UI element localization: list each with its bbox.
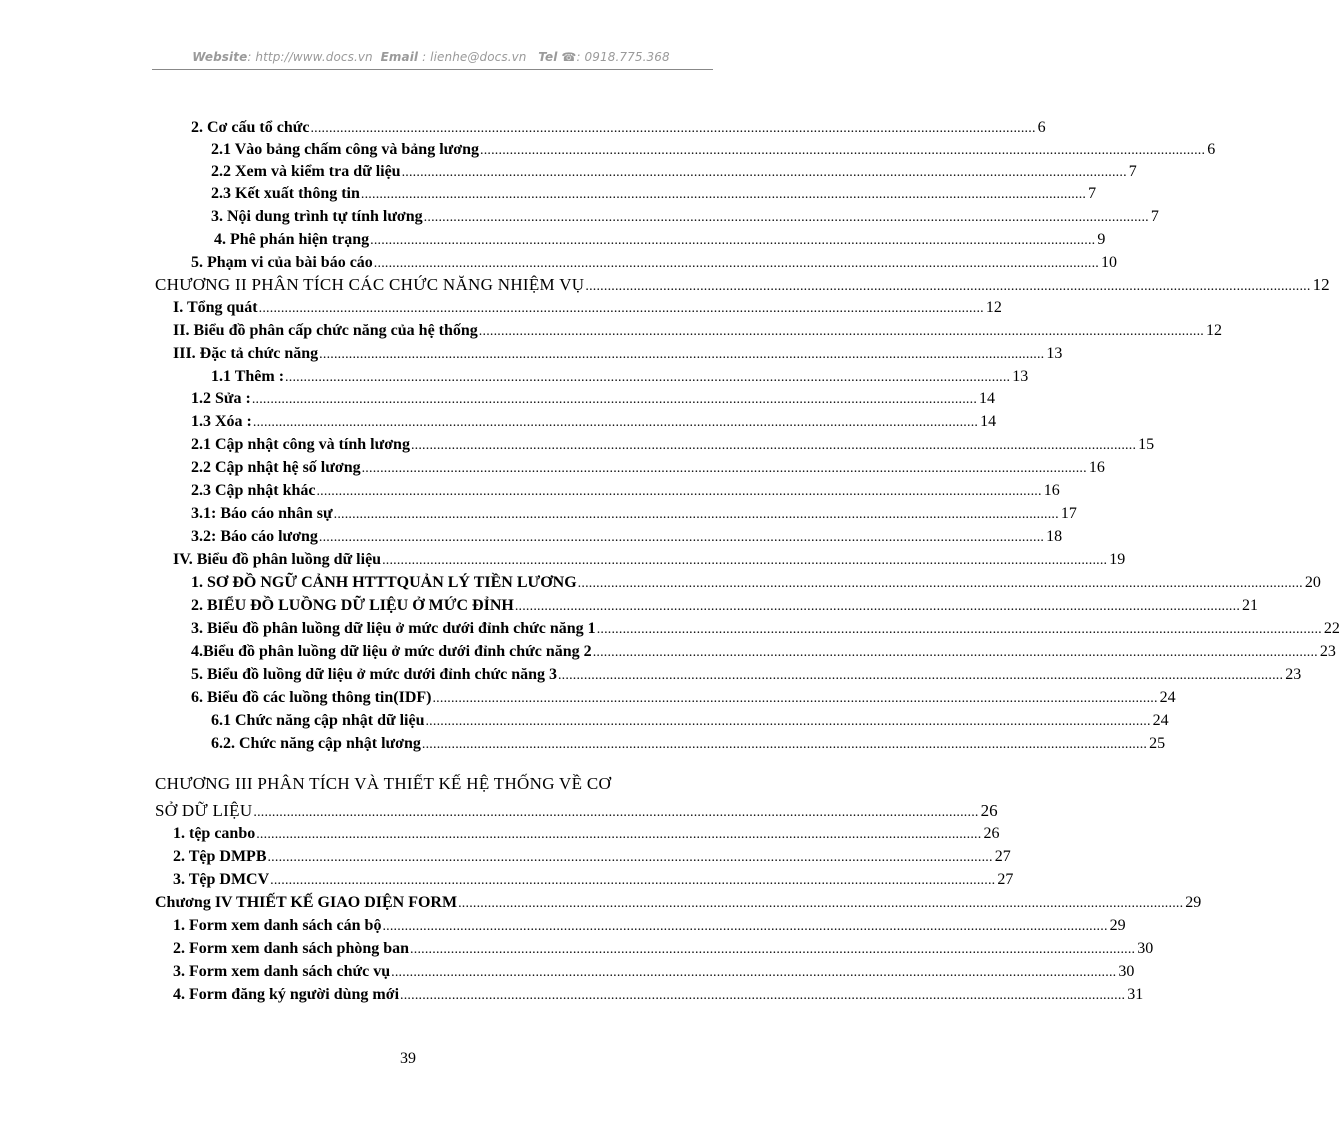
- toc-leader: ....................................................................................................................................................................................................: [401, 165, 1127, 180]
- toc-title: 1.2 Sửa :: [191, 390, 251, 407]
- toc-title: 3. Biểu đồ phân luồng dữ liệu ở mức dưới đỉnh chức năng 1: [191, 620, 596, 637]
- toc-leader: ....................................................................................................................................................................................................: [410, 942, 1136, 957]
- toc-entry[interactable]: [173, 984, 1144, 1006]
- toc-leader: ....................................................................................................................................................................................................: [382, 919, 1108, 934]
- website-value[interactable]: : http://www.docs.vn: [247, 50, 373, 64]
- toc-page: 6: [1037, 119, 1046, 136]
- toc-title: IV. Biểu đồ phân luồng dữ liệu: [173, 551, 382, 568]
- toc-title: III. Đặc tả chức năng: [173, 345, 319, 362]
- toc-entry[interactable]: [211, 139, 1216, 161]
- toc-entry[interactable]: [191, 252, 1117, 274]
- toc-title: 2. Tệp DMPB: [173, 848, 267, 865]
- toc-page: 7: [1128, 163, 1137, 180]
- toc-entry[interactable]: [191, 687, 1176, 709]
- toc-entry[interactable]: [191, 641, 1336, 663]
- toc-chapter-heading[interactable]: [155, 773, 710, 795]
- toc-entry[interactable]: [214, 229, 1106, 251]
- toc-leader: ....................................................................................................................................................................................................: [373, 256, 1099, 271]
- toc-page: 24: [1159, 689, 1176, 706]
- toc-title: CHƯƠNG III PHÂN TÍCH VÀ THIẾT KẾ HỆ THỐNG VỀ CƠ: [155, 774, 612, 793]
- toc-leader: ....................................................................................................................................................................................................: [458, 896, 1184, 911]
- toc-title: 4. Form đăng ký người dùng mới: [173, 986, 400, 1003]
- toc-page: 31: [1127, 986, 1144, 1003]
- toc-title: 1. Form xem danh sách cán bộ: [173, 917, 382, 934]
- email-value[interactable]: : lienhe@docs.vn: [422, 50, 527, 64]
- toc-page: 13: [1046, 345, 1063, 362]
- toc-entry[interactable]: [173, 915, 1126, 937]
- toc-leader: ....................................................................................................................................................................................................: [361, 461, 1087, 476]
- toc-leader: ....................................................................................................................................................................................................: [400, 988, 1126, 1003]
- toc-leader: ....................................................................................................................................................................................................: [256, 827, 982, 842]
- toc-leader: ....................................................................................................................................................................................................: [267, 850, 993, 865]
- toc-entry[interactable]: [191, 480, 1060, 502]
- toc-title: 1.1 Thêm :: [211, 368, 285, 385]
- toc-page: 25: [1149, 735, 1166, 752]
- toc-leader: ....................................................................................................................................................................................................: [370, 233, 1096, 248]
- toc-page: 12: [1206, 322, 1222, 339]
- toc-title: 5. Phạm vi của bài báo cáo: [191, 254, 373, 271]
- toc-title: 2.2 Xem và kiểm tra dữ liệu: [211, 163, 401, 180]
- toc-entry[interactable]: [191, 618, 1340, 640]
- toc-leader: ....................................................................................................................................................................................................: [592, 645, 1318, 660]
- toc-leader: ....................................................................................................................................................................................................: [423, 210, 1149, 225]
- toc-leader: ....................................................................................................................................................................................................: [316, 484, 1042, 499]
- toc-title: 1. SƠ ĐỒ NGỮ CẢNH HTTTQUẢN LÝ TIỀN LƯƠNG: [191, 574, 577, 591]
- toc-title: CHƯƠNG II PHÂN TÍCH CÁC CHỨC NĂNG NHIỆM VỤ: [155, 275, 585, 294]
- toc-page: 9: [1097, 231, 1106, 248]
- toc-leader: ....................................................................................................................................................................................................: [432, 691, 1158, 706]
- toc-page: 15: [1138, 436, 1155, 453]
- toc-page: 17: [1060, 505, 1077, 522]
- toc-leader: ....................................................................................................................................................................................................: [360, 187, 1087, 202]
- toc-entry[interactable]: [173, 938, 1154, 960]
- toc-entry[interactable]: [191, 457, 1105, 479]
- toc-page: 19: [1109, 551, 1126, 568]
- toc-entry[interactable]: [155, 892, 1202, 914]
- toc-title: 2. Cơ cấu tổ chức: [191, 119, 310, 136]
- tel-label: Tel: [538, 50, 558, 64]
- toc-title: 3. Form xem danh sách chức vụ: [173, 963, 391, 980]
- toc-entry[interactable]: [173, 297, 1002, 319]
- toc-entry[interactable]: [173, 846, 1011, 868]
- toc-title: 2.3 Kết xuất thông tin: [211, 185, 360, 202]
- toc-leader: ....................................................................................................................................................................................................: [596, 622, 1322, 637]
- toc-entry[interactable]: [191, 117, 1046, 139]
- toc-page: 21: [1242, 597, 1259, 614]
- toc-leader: ....................................................................................................................................................................................................: [319, 347, 1045, 362]
- email-label: Email: [380, 50, 419, 64]
- toc-entry[interactable]: [211, 161, 1137, 183]
- toc-page: 27: [994, 848, 1011, 865]
- toc-leader: ....................................................................................................................................................................................................: [391, 965, 1117, 980]
- toc-title: 6. Biểu đồ các luồng thông tin(IDF): [191, 689, 432, 706]
- toc-leader: ....................................................................................................................................................................................................: [258, 301, 984, 316]
- website-label: Website: [192, 50, 248, 64]
- toc-leader: ....................................................................................................................................................................................................: [310, 121, 1036, 136]
- toc-title: 4. Phê phán hiện trạng: [214, 231, 370, 248]
- toc-leader: ....................................................................................................................................................................................................: [410, 438, 1137, 453]
- toc-title: Chương IV THIẾT KẾ GIAO DIỆN FORM: [155, 894, 458, 911]
- toc-entry[interactable]: [211, 710, 1169, 732]
- toc-leader: ....................................................................................................................................................................................................: [577, 576, 1303, 591]
- toc-entry[interactable]: [173, 549, 1126, 571]
- toc-page: 6: [1207, 141, 1216, 158]
- toc-entry[interactable]: [211, 366, 1029, 388]
- toc-leader: ....................................................................................................................................................................................................: [478, 324, 1204, 339]
- toc-page: 16: [1043, 482, 1060, 499]
- toc-title: 3.2: Báo cáo lương: [191, 528, 318, 545]
- toc-leader: ....................................................................................................................................................................................................: [480, 143, 1206, 158]
- toc-title: 2.1 Cập nhật công và tính lương: [191, 436, 410, 453]
- toc-leader: ....................................................................................................................................................................................................: [333, 507, 1059, 522]
- toc-entry[interactable]: [211, 206, 1159, 228]
- toc-entry[interactable]: [191, 434, 1155, 456]
- toc-entry[interactable]: [191, 572, 1321, 594]
- toc-title: 6.2. Chức năng cập nhật lương: [211, 735, 421, 752]
- toc-page: 26: [980, 801, 998, 820]
- toc-entry[interactable]: [191, 388, 996, 410]
- toc-page: 13: [1012, 368, 1029, 385]
- toc-entry[interactable]: [173, 961, 1135, 983]
- toc-entry[interactable]: [191, 411, 997, 433]
- phone-icon: ☎: [561, 50, 577, 64]
- toc-page: 30: [1118, 963, 1135, 980]
- toc-title: 5. Biểu đồ luồng dữ liệu ở mức dưới đỉnh chức năng 3: [191, 666, 557, 683]
- toc-title: 2.1 Vào bảng chấm công và bảng lương: [211, 141, 479, 158]
- toc-leader: ....................................................................................................................................................................................................: [253, 805, 979, 820]
- toc-page: 23: [1285, 666, 1302, 683]
- toc-entry[interactable]: [191, 595, 1259, 617]
- toc-entry[interactable]: [211, 733, 1166, 755]
- toc-title: 3. Tệp DMCV: [173, 871, 270, 888]
- toc-leader: ....................................................................................................................................................................................................: [557, 668, 1284, 683]
- toc-leader: ....................................................................................................................................................................................................: [270, 873, 996, 888]
- toc-page: 20: [1304, 574, 1321, 591]
- toc-page: 30: [1137, 940, 1154, 957]
- toc-page: 29: [1185, 894, 1202, 911]
- toc-leader: ....................................................................................................................................................................................................: [318, 530, 1045, 545]
- toc-page: 10: [1101, 254, 1117, 271]
- toc-entry[interactable]: [173, 343, 1063, 365]
- toc-leader: ....................................................................................................................................................................................................: [285, 370, 1011, 385]
- toc-page: 7: [1150, 208, 1159, 225]
- page-number: 39: [400, 1050, 416, 1067]
- toc-title: I. Tổng quát: [173, 299, 258, 316]
- toc-page: 16: [1088, 459, 1105, 476]
- toc-leader: ....................................................................................................................................................................................................: [251, 392, 978, 407]
- toc-title: 2.3 Cập nhật khác: [191, 482, 316, 499]
- toc-page: 26: [983, 825, 1000, 842]
- toc-title: 3. Nội dung trình tự tính lương: [211, 208, 423, 225]
- toc-entry[interactable]: [173, 320, 1222, 342]
- toc-page: 23: [1319, 643, 1336, 660]
- toc-page: 14: [979, 390, 996, 407]
- toc-page: 24: [1152, 712, 1169, 729]
- toc-entry[interactable]: [211, 183, 1097, 205]
- toc-entry[interactable]: [173, 869, 1014, 891]
- toc-leader: ....................................................................................................................................................................................................: [425, 714, 1151, 729]
- toc-page: 7: [1088, 185, 1097, 202]
- toc-page: 29: [1109, 917, 1126, 934]
- toc-title: 2.2 Cập nhật hệ số lương: [191, 459, 361, 476]
- toc-leader: ....................................................................................................................................................................................................: [421, 737, 1148, 752]
- toc-title: 4.Biểu đồ phân luồng dữ liệu ở mức dưới đỉnh chức năng 2: [191, 643, 592, 660]
- toc-page: 22: [1323, 620, 1340, 637]
- toc-chapter-entry[interactable]: [155, 800, 998, 822]
- toc-page: 12: [1312, 275, 1330, 294]
- toc-title: 3.1: Báo cáo nhân sự: [191, 505, 333, 522]
- toc-title: 1.3 Xóa :: [191, 413, 252, 430]
- toc-page: 14: [980, 413, 997, 430]
- toc-page: 27: [997, 871, 1014, 888]
- toc-entry[interactable]: [191, 503, 1077, 525]
- tel-value: : 0918.775.368: [576, 50, 670, 64]
- toc-title: 2. Form xem danh sách phòng ban: [173, 940, 410, 957]
- toc-entry[interactable]: [191, 526, 1063, 548]
- toc-leader: ....................................................................................................................................................................................................: [382, 553, 1108, 568]
- toc-entry[interactable]: [173, 823, 1000, 845]
- toc-page: 12: [985, 299, 1002, 316]
- toc-leader: ....................................................................................................................................................................................................: [514, 599, 1241, 614]
- toc-entry[interactable]: [191, 664, 1302, 686]
- toc-title: SỞ DỮ LIỆU: [155, 801, 253, 820]
- toc-title: 1. tệp canbo: [173, 825, 256, 842]
- toc-leader: ....................................................................................................................................................................................................: [585, 279, 1311, 294]
- toc-title: 6.1 Chức năng cập nhật dữ liệu: [211, 712, 425, 729]
- toc-title: II. Biểu đồ phân cấp chức năng của hệ thống: [173, 322, 478, 339]
- toc-title: 2. BIỂU ĐỒ LUỒNG DỮ LIỆU Ở MỨC ĐỈNH: [191, 597, 514, 614]
- toc-leader: ....................................................................................................................................................................................................: [252, 415, 979, 430]
- toc-chapter-entry[interactable]: [155, 274, 1330, 296]
- toc-page: 18: [1046, 528, 1063, 545]
